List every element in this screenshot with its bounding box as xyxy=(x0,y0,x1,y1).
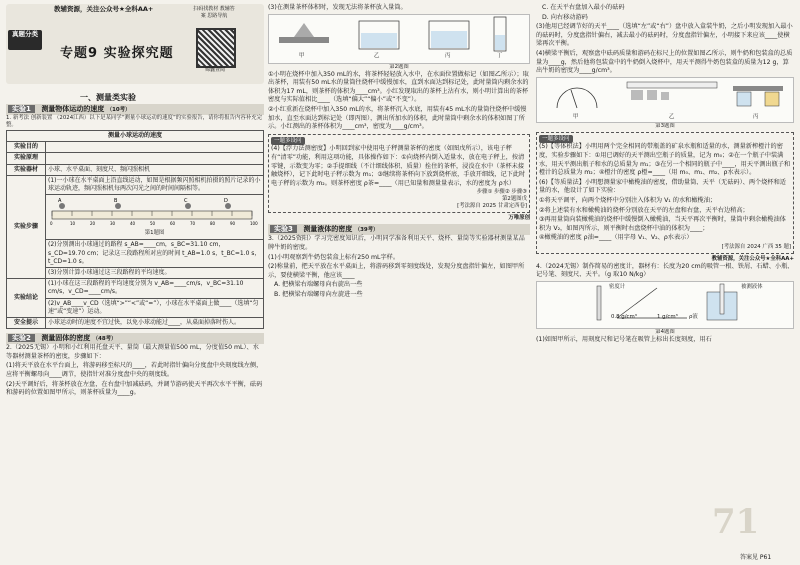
answer-ref: 答案见 P61 xyxy=(740,554,772,561)
fig4-label-rho: ρ液 xyxy=(689,314,698,321)
figure-3-drawing xyxy=(537,78,793,114)
exp2-bar xyxy=(6,333,264,344)
ruler-label-c: C xyxy=(184,198,188,205)
ruler-number: 80 xyxy=(210,221,216,227)
ruler-number: 20 xyxy=(90,221,96,227)
tip-text: (4)【浮力法测密度】小明回到家中使用电子秤测量茶杯的密度（如图戊所示），该电子秤有“清零”功能，利用这项功能，具体操作如下：①向烧杯内倒入适量水，放在电子秤上，按清零键，示数变为零；②手提细线（不计细线体积、质量）拴住的茶杯，浸没在水中（茶杯未接触烧杯），记下此时电子秤示数为 m₁；③继续将茶杯向下放到烧杯底，手放开细线，记下此时电子秤的示数为 m₂。则茶杯密度 ρ茶=____（用已知量和测量量表示，水的密度为 ρ水） xyxy=(271,145,526,187)
q3-line: (1)小明观察到牛奶包装盒上标有250 mL字样。 xyxy=(268,253,400,261)
table-title: 测量小球运动的速度 xyxy=(7,131,264,142)
fig-label-jia: 甲 xyxy=(299,52,305,59)
fig4-label-densimeter: 密度计 xyxy=(609,284,626,291)
ruler-number: 90 xyxy=(230,221,236,227)
tip-tag-2: 一题多设问 xyxy=(539,135,573,144)
row-text: (2)分别测出小球通过的路程 s_AB=____cm，s_BC=31.10 cm，s_CD=19.70 cm；记录这三段路程所对应的时间 t_AB=1.0 s，t_BC=1.0 s，t_CD=1.0 s。 xyxy=(46,240,264,268)
row-text xyxy=(46,142,264,153)
ruler-figure-cell xyxy=(46,195,264,240)
q3-option-d: D. 向右移动游码 xyxy=(542,13,588,21)
steps-label: 步骤① 步骤② 步骤③ xyxy=(476,189,527,196)
q2-line: (1)将天平放在水平台面上，将游码移至标尺的____，若此时指针偏向分度盘中央刻度线左侧，应将平衡螺母向____调节，使指针对准分度盘中央的刻度线。 xyxy=(6,362,263,379)
row-text: (1)一小球在水平桌面上沿直线运动，如图是根据频闪照相机拍摄的照片记录的小球运动轨迹，频闪照相机每两次闪光之间的时间间隔相等。 xyxy=(46,175,264,194)
column-2 xyxy=(268,0,530,565)
ruler-number: 70 xyxy=(190,221,196,227)
row-label: 实验器材 xyxy=(7,164,46,175)
exp3-bar xyxy=(268,224,530,235)
page-title: 专题9 实验探究题 xyxy=(60,46,174,61)
row-text: (3)分别计算小球通过这三段路程的平均速度。 xyxy=(46,268,264,279)
ruler-number: 50 xyxy=(150,221,156,227)
exp1-bar xyxy=(6,104,264,115)
fig-label-bing: 丙 xyxy=(445,52,451,59)
fig3-label-yi: 乙 xyxy=(669,113,675,120)
tip-line: (5)【等体积法】小明用两个完全相同的带瓶盖的矿泉水瓶和适量的水，测量新榨橙汁的密度，实验步骤如下：①用已调好的天平测出空瓶子的质量，记为 m₀；②在一个瓶子中装满水，用天平测出瓶子和水的总质量为 m₁；③在另一个相同的瓶子中____，用天平测出瓶子和橙汁的总质量为 m₂；④橙汁的密度 ρ橙=____（用 m₀、m₁、m₂、ρ水表示）。 xyxy=(539,143,791,177)
ruler-label-a: A xyxy=(58,198,62,205)
tip-box-2 xyxy=(536,132,794,254)
ad-text-2: 教辅资源，关注公众号★全科AA+ xyxy=(711,255,794,262)
q4-intro: 4.（2024无锡）制作简易的密度计，器材有：长度为20 cm的吸管一根、铁屑、石蜡、小瓶、记号笔、刻度尺、天平。（g 取10 N/kg） xyxy=(536,262,794,279)
row-text: (1)小球在这三段路程的平均速度分别为 v_AB=____cm/s，v_BC=31.10 cm/s，v_CD=____cm/s。 xyxy=(46,279,264,298)
exp2-tag: 实验2 xyxy=(8,334,35,342)
exp1-count: （10考） xyxy=(106,107,131,113)
row-label: 实验目的 xyxy=(7,142,46,153)
q3-part: (3)他用已经调节好的天平____（选填“左”或“右”）盘中放入盒装牛奶，之后小明发现加入最小的砝码时，分度盘指针偏右，减去最小的砝码时，分度盘指针偏左，小明接下来应该____使横梁再次平衡。 xyxy=(536,23,793,48)
tip-line: ②将上述装有水和橄榄油的烧杯分别放在天平的左盘和右盘，天平右边稍高； xyxy=(539,206,749,214)
ruler-number: 60 xyxy=(170,221,176,227)
fig2-caption: 第2题图 xyxy=(389,63,409,70)
fig-label-ding: 丁 xyxy=(497,52,503,59)
row-text xyxy=(46,153,264,164)
ad-text: 教辅资源，关注公众号★全科AA+ xyxy=(54,5,154,13)
tip-source: [考法源自 2025 甘肃定西卷] xyxy=(457,203,527,210)
tip-line: ④橄榄油的密度 ρ油=____（用字母 V₁、V₂、ρ水表示） xyxy=(539,234,693,242)
q3-option-b: B. 把横梁右端螺母向左旋进一些 xyxy=(274,290,363,298)
page-number: 71 xyxy=(712,502,760,542)
fig4-label-liquid: 被测液体 xyxy=(741,284,763,291)
figure-2 xyxy=(268,14,530,64)
exp2-count: （48考） xyxy=(92,336,117,343)
row-text: (2)v_AB____v_CD（选填“>”“<”或“=”），小球在水平桌面上做____（选填“匀速”或“变速”）运动。 xyxy=(46,298,264,317)
tip-source-2: [考法源自 2024 广西 35 题] xyxy=(721,243,791,250)
figure-4 xyxy=(536,281,794,329)
q4-last: (1)如图甲所示，用刻度尺和记号笔在吸管上标出长度刻度，用石 xyxy=(536,336,712,344)
exp1-tag: 实验1 xyxy=(8,105,35,113)
row-label: 实验原理 xyxy=(7,153,46,164)
q1-intro: 1. 新考法 创新装置 （2024江西）以下是某同学“测量小球运动的速度”的实验报告，请你将报告内容补充完整。 xyxy=(6,115,262,128)
fig3-label-jia: 甲 xyxy=(573,113,579,120)
ruler-number: 100 xyxy=(250,221,258,227)
row-text: 小球运动时的速度不宜过快，以免小球动能过____，从桌面掉落时伤人。 xyxy=(46,318,264,329)
row-label: 安全提示 xyxy=(7,318,46,329)
q3-option-c: C. 在天平右盘加入最小的砝码 xyxy=(542,4,625,11)
fig-label-yi: 乙 xyxy=(374,52,380,59)
row-text: 小球、水平桌面、刻度尺、频闪照相机 xyxy=(46,164,264,175)
qr-bottom-caption: 锦囊查阅 xyxy=(204,67,225,73)
q3-part: (4)横梁平衡后，观察盘中砝码质量和游码在标尺上的位置如图乙所示，则牛奶和包装盒的总质量为____g，然后他将包装盒中的牛奶倒入烧杯中，用天平测得牛奶包装盒的质量为12 g，算出牛奶的密度为____g/cm³。 xyxy=(536,49,793,75)
brand: 万唯原创 xyxy=(508,215,530,222)
q2-part: ①小明在烧杯中加入350 mL的水，将茶杯轻轻放入水中，在水面位置做标记（如图乙所示）；取出茶杯，用装有50 mL水的量筒往烧杯中缓慢加水，直到水面达到标记处，此时量筒内剩余水的体积为17 mL，则茶杯的体积为____cm³。小红发现取出的茶杯上沾有水，则小明计算出的茶杯密度与实际值相比____（选填“偏大”“偏小”或“不变”）。 xyxy=(268,70,529,104)
column-3 xyxy=(536,0,794,565)
figure-3 xyxy=(536,77,794,123)
q2-cont: (3)在测量茶杯体积时，发现无法将茶杯放入量筒。 xyxy=(268,4,407,11)
q3-line: 3.（2025资阳）学习完密度知识后，小明同学准备利用天平、烧杯、量筒等实验器材测量某品牌牛奶的密度。 xyxy=(268,235,525,251)
fig2-wu-caption: 第2题图戊 xyxy=(502,196,527,203)
q2-line: 2.（2025无锡）小明和小红利用托盘天平、量筒（最大测量值500 mL，分度值50 mL）、水等器材测量茶杯的密度，步骤如下： xyxy=(6,344,259,360)
fig3-caption: 第3题图 xyxy=(655,122,675,129)
ruler-label-d: D xyxy=(224,198,228,205)
row-label: 实验步骤 xyxy=(7,175,46,278)
category-badge: 真题分类 xyxy=(8,30,42,50)
q2-part: ②小红重新在烧杯中加入350 mL的水，将茶杯沉入水底，用装有45 mL水的量筒往烧杯中缓慢加水，直至水面达到标记处（即丙图），测出所加水的体积，此时量筒中剩余水的体积如图丁所示。小红测出的茶杯体积为____cm³，密度为____g/cm³。 xyxy=(268,105,527,131)
exp3-name: 测量液体的密度 xyxy=(303,225,353,234)
exp3-count: （39考） xyxy=(354,227,379,234)
qr-code-icon[interactable] xyxy=(196,28,236,68)
fig3-label-bing: 丙 xyxy=(753,113,759,120)
tip-tag: 一题多设问 xyxy=(271,137,305,146)
ruler-number: 10 xyxy=(70,221,76,227)
tip-box xyxy=(268,134,530,214)
ruler-number: 40 xyxy=(130,221,136,227)
column-1 xyxy=(6,104,264,564)
fig1-caption: 第1题图 xyxy=(144,230,165,237)
ruler-label-b: B xyxy=(114,198,118,205)
tip-line: ③再用量筒向装橄榄油的烧杯中缓慢倒入橄榄油，当天平再次平衡时，量筒中剩余橄榄油体积为 V₂，如图丙所示，则平衡时右盘烧杯中油的体积为____； xyxy=(539,216,786,232)
exp3-tag: 实验3 xyxy=(270,225,297,233)
q3-line: (2)称量前，把天平放在水平桌面上，将游码移到零刻度线处，发现分度盘指针偏左，如图甲所示，要使横梁平衡，他应该____ xyxy=(268,263,525,279)
fig4-label-1: 1 g/cm³ xyxy=(657,314,678,321)
ruler-figure xyxy=(48,197,258,227)
ruler-number: 30 xyxy=(110,221,116,227)
figure-2-drawing xyxy=(269,15,530,55)
fig4-caption: 第4题图 xyxy=(655,329,675,336)
tip-line: (6)【等质量法】小明想测量家中橄榄油的密度，借助量筒、天平（无砝码）、两个烧杯和适量的水，他设计了如下实验： xyxy=(539,178,786,195)
qr-caption: 扫码找教材 教辅答案 思路导航 xyxy=(193,6,235,19)
tip-line: ①将天平调平，向两个烧杯中分别注入体积为 V₁ 的水和橄榄油； xyxy=(539,196,717,204)
row-label: 实验结论 xyxy=(7,279,46,318)
exp1-name: 测量物体运动的速度 xyxy=(41,105,105,113)
report-table xyxy=(6,130,264,329)
ruler-number: 0 xyxy=(50,221,53,227)
q2-line: (2)天平调好后，将茶杯放在左盘，在右盘中加减砝码，并调节游码使天平再次水平平衡，砝码和游码的位置如图甲所示，则茶杯质量为____g。 xyxy=(6,380,263,397)
exp2-name: 测量固体的密度 xyxy=(41,334,91,343)
q3-option-a: A. 把横梁右端螺母向右旋出一些 xyxy=(274,281,363,289)
section-title: 一、测量类实验 xyxy=(80,93,136,102)
fig4-label-08: 0.8 g/cm³ xyxy=(611,314,637,321)
